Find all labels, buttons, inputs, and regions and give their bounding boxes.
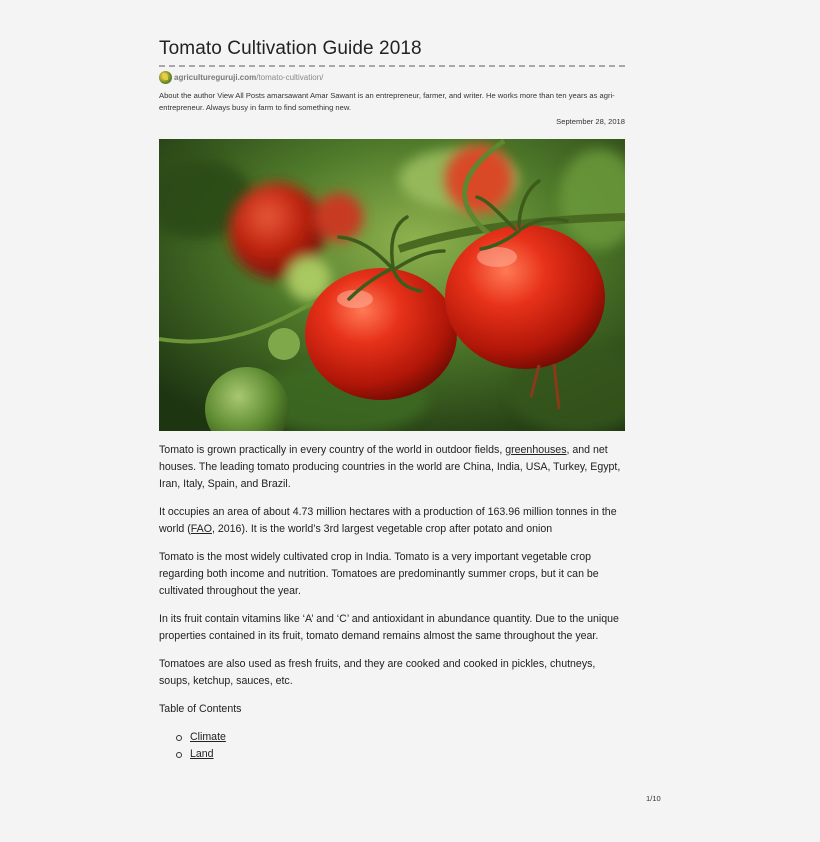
publish-date: September 28, 2018: [556, 117, 625, 126]
source-url[interactable]: [174, 73, 323, 82]
toc-item: [176, 729, 625, 746]
fao-link[interactable]: FAO: [190, 523, 212, 535]
bullet-circle-icon: [176, 735, 182, 741]
toc-heading: Table of Contents: [159, 703, 242, 715]
hero-image-tomato-photo-icon: [159, 139, 625, 431]
paragraph-2: [159, 504, 625, 538]
paragraph-1-text-a: Tomato is grown practically in every country of the world in outdoor fields,: [159, 444, 506, 456]
paragraph-2-text-a: It occupies an area of about 4.73 million hectares with a production of 163.96 million tonnes in the world (: [159, 506, 617, 535]
site-favicon-icon: [159, 71, 172, 84]
paragraph-3: Tomato is the most widely cultivated crop in India. Tomato is a very important vegetable crop regarding both income and nutrition. Tomatoes are predominantly summer crops, but it can be cultivated throughout the year.: [159, 551, 599, 597]
source-domain[interactable]: agricultureguruji.com: [174, 72, 257, 82]
page-title: Tomato Cultivation Guide 2018: [159, 38, 422, 59]
paragraph-5: Tomatoes are also used as fresh fruits, and they are cooked and cooked in pickles, chutneys, soups, ketchup, sauces, etc.: [159, 658, 596, 687]
greenhouses-link[interactable]: greenhouses: [505, 444, 567, 456]
page-number: 1/10: [646, 794, 661, 803]
toc-item: [176, 746, 625, 763]
source-row: [159, 70, 625, 84]
paragraph-1-text-b: , and net houses. The leading tomato producing countries in the world are China, India, USA, Turkey, Egypt, Iran, Italy, Spain, and Brazil.: [159, 444, 621, 490]
title-divider: [159, 65, 625, 67]
paragraph-1: [159, 442, 625, 493]
author-bio: About the author View All Posts amarsawant Amar Sawant is an entrepreneur, farmer, and writer. He works more than ten years as agri-entrepreneur. Always busy in farm to find something new.: [159, 91, 615, 112]
toc-list: [176, 729, 625, 763]
paragraph-4: In its fruit contain vitamins like ‘A’ and ‘C’ and antioxidant in abundance quantity. Due to the unique properties contained in its fruit, tomato demand remains almost the same throughout the year.: [159, 613, 619, 642]
document-page: [159, 36, 625, 763]
bullet-circle-icon: [176, 752, 182, 758]
paragraph-2-text-b: , 2016). It is the world’s 3rd largest vegetable crop after potato and onion: [212, 523, 553, 535]
toc-link-land[interactable]: Land: [190, 748, 214, 760]
source-path[interactable]: /tomato-cultivation/: [256, 72, 324, 82]
toc-link-climate[interactable]: Climate: [190, 731, 226, 743]
